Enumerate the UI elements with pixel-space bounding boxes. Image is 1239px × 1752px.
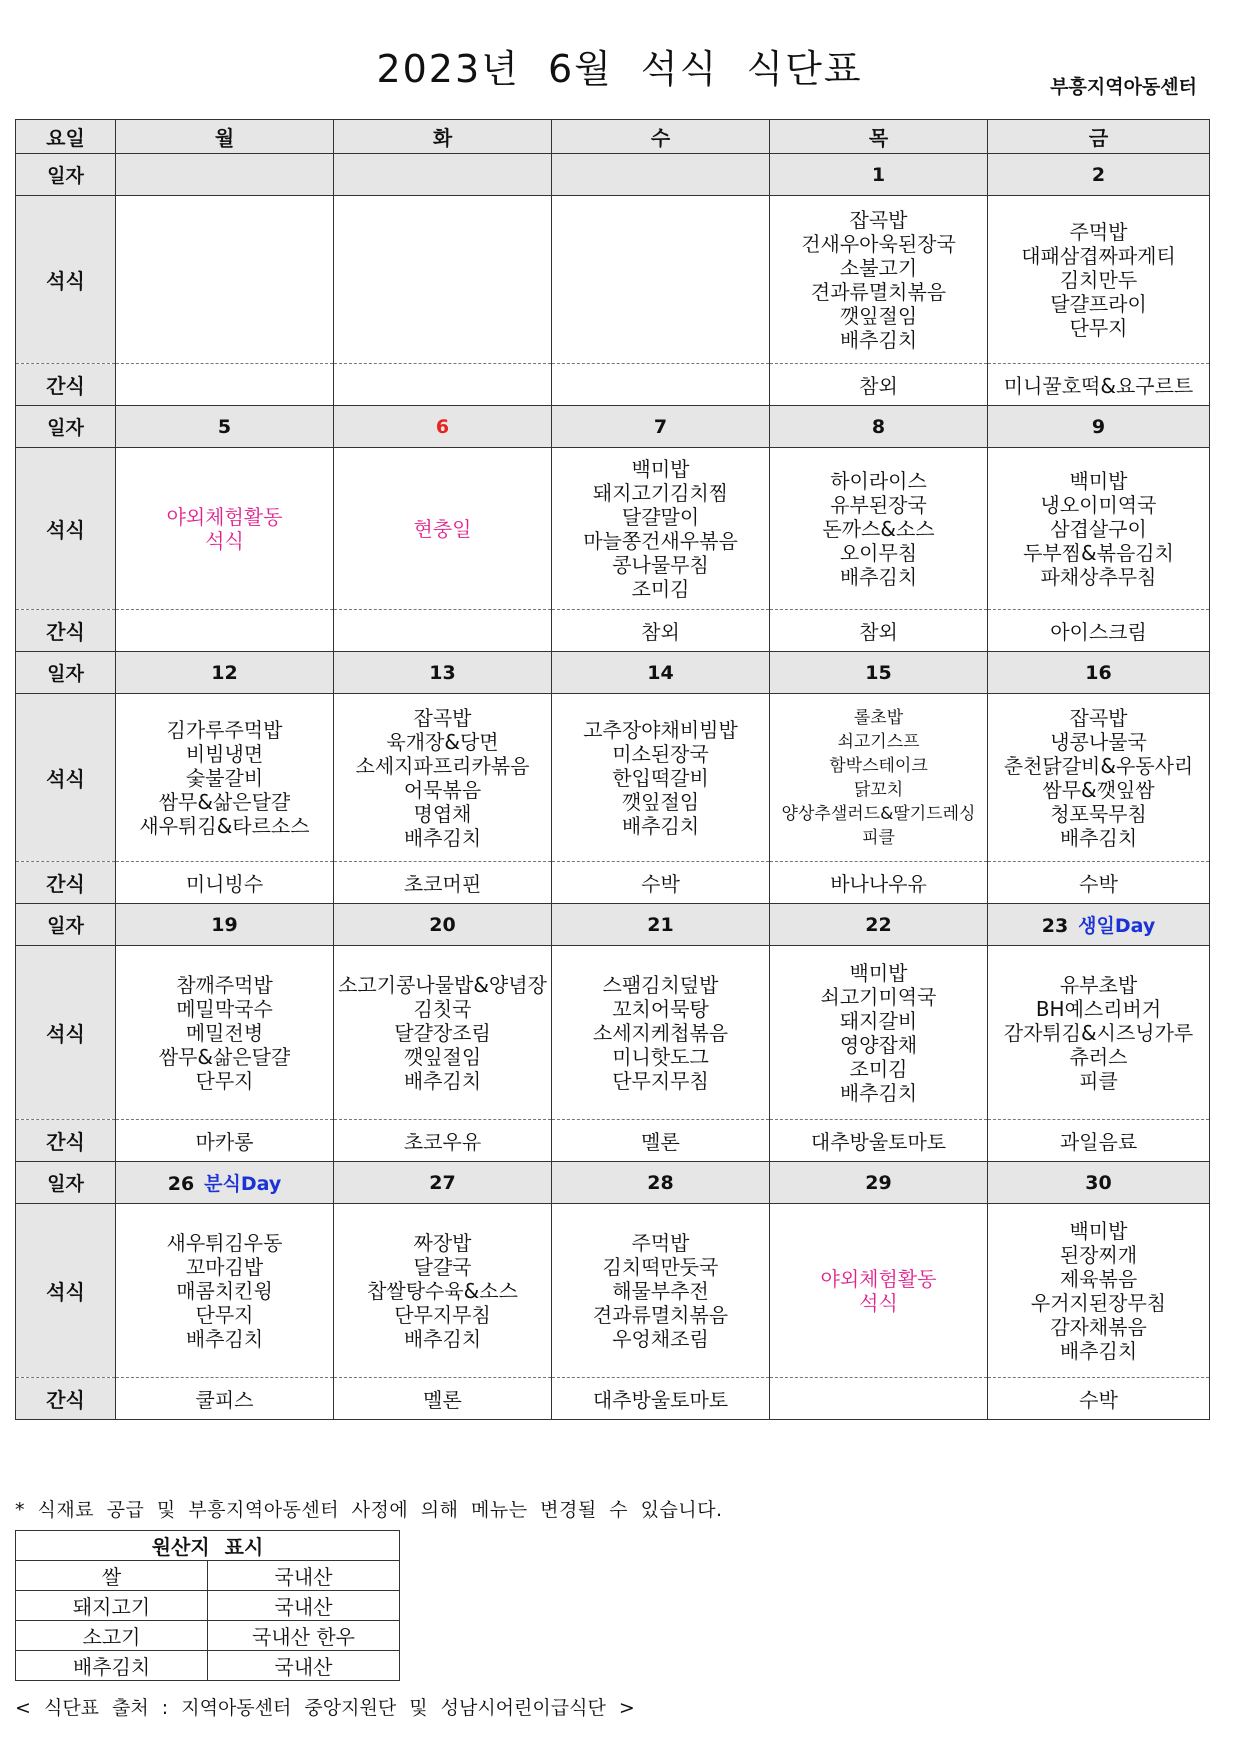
snack-cell-fri: 아이스크림 [988,610,1210,652]
origin-row [16,1561,400,1591]
snack-cell-wed: 멜론 [552,1120,770,1162]
dinner-cell-thu [770,448,988,610]
origin-place: 국내산 [208,1591,400,1621]
dinner-cell-tue [334,196,552,364]
dinner-cell-wed [552,1204,770,1378]
dinner-cell-tue [334,694,552,862]
dinner-menu: 새우튀김우동 꼬마김밥 매콤치킨윙 단무지 배추김치 [166,1230,283,1351]
snack-cell-mon: 쿨피스 [116,1378,334,1420]
dinner-row [16,694,1210,862]
date-cell-wed [552,904,770,946]
snack-row-label: 간식 [16,364,116,406]
snack-cell-fri: 과일음료 [988,1120,1210,1162]
date-cell-tue [334,904,552,946]
snack-row [16,1378,1210,1420]
date-number: 23 [1041,915,1069,937]
dinner-cell-mon [116,196,334,364]
date-cell-thu [770,652,988,694]
date-event-tag: 분식Day [204,1173,282,1195]
origin-table-body [16,1531,400,1681]
dinner-row [16,1204,1210,1378]
date-cell-fri [988,406,1210,448]
menu-source: < 식단표 출처 : 지역아동센터 중앙지원단 및 성남시어린이급식단 > [15,1697,635,1719]
snack-row-label: 간식 [16,1378,116,1420]
date-cell-tue [334,1162,552,1204]
date-number: 26 [167,1173,195,1195]
snack-cell-wed [552,364,770,406]
dinner-menu: 백미밥 쇠고기미역국 돼지갈비 영양잡채 조미김 배추김치 [820,960,937,1105]
date-cell-tue [334,652,552,694]
origin-row [16,1591,400,1621]
menu-change-notice: * 식재료 공급 및 부흥지역아동센터 사정에 의해 메뉴는 변경될 수 있습니다. [15,1499,723,1521]
date-number: 16 [1085,661,1112,684]
dinner-cell-fri [988,946,1210,1120]
origin-place: 국내산 [208,1651,400,1681]
dinner-menu: 백미밥 냉오이미역국 삼겹살구이 두부찜&볶음김치 파채상추무침 [1023,468,1174,589]
dinner-cell-wed [552,448,770,610]
weekday-header-mon: 월 [116,120,334,154]
dinner-cell-tue [334,448,552,610]
origin-title: 원산지 표시 [16,1531,400,1561]
snack-cell-wed: 대추방울토마토 [552,1378,770,1420]
dinner-cell-thu [770,1204,988,1378]
date-row [16,154,1210,196]
date-cell-fri [988,652,1210,694]
origin-header-row [16,1531,400,1561]
dinner-menu: 현충일 [413,516,472,541]
dinner-cell-thu [770,946,988,1120]
date-number: 13 [429,661,456,684]
date-number: 21 [647,913,674,936]
dinner-row-label: 석식 [16,946,116,1120]
date-cell-mon [116,904,334,946]
date-cell-mon [116,406,334,448]
snack-cell-fri: 미니꿀호떡&요구르트 [988,364,1210,406]
dinner-menu: 롤초밥 쇠고기스프 함박스테이크 닭꼬치 양상추샐러드&딸기드레싱 피클 [781,707,976,848]
date-number: 1 [871,163,886,186]
weekday-header-label: 요일 [16,120,116,154]
date-number: 12 [211,661,238,684]
snack-cell-tue [334,610,552,652]
date-row [16,406,1210,448]
page-title: 2023년 6월 석식 식단표 [376,47,863,91]
date-cell-thu [770,1162,988,1204]
date-number: 22 [865,913,892,936]
dinner-cell-wed [552,196,770,364]
dinner-menu: 잡곡밥 냉콩나물국 춘천닭갈비&우동사리 쌈무&깻잎쌈 청포묵무침 배추김치 [1003,705,1194,850]
snack-cell-fri: 수박 [988,862,1210,904]
dinner-menu: 주먹밥 김치떡만둣국 해물부추전 견과류멸치볶음 우엉채조림 [592,1230,729,1351]
dinner-cell-fri [988,694,1210,862]
menu-table [15,119,1210,1420]
date-cell-thu [770,904,988,946]
date-row-label: 일자 [16,154,116,196]
center-name: 부흥지역아동센터 [1050,76,1197,98]
origin-place: 국내산 [208,1561,400,1591]
date-row-label: 일자 [16,406,116,448]
snack-row-label: 간식 [16,862,116,904]
date-row-label: 일자 [16,904,116,946]
snack-row-label: 간식 [16,610,116,652]
dinner-row-label: 석식 [16,1204,116,1378]
dinner-cell-mon [116,1204,334,1378]
date-number: 5 [217,415,232,438]
dinner-menu: 야외체험활동 석식 [820,1266,937,1315]
date-number: 27 [429,1171,456,1194]
snack-cell-wed: 참외 [552,610,770,652]
origin-item: 소고기 [16,1621,208,1651]
date-cell-thu [770,154,988,196]
snack-cell-wed: 수박 [552,862,770,904]
dinner-cell-fri [988,448,1210,610]
dinner-cell-fri [988,1204,1210,1378]
date-cell-fri [988,904,1210,946]
date-row [16,904,1210,946]
date-number: 7 [653,415,668,438]
date-cell-mon [116,652,334,694]
origin-row [16,1621,400,1651]
date-number: 19 [211,913,238,936]
dinner-row-label: 석식 [16,694,116,862]
dinner-row-label: 석식 [16,196,116,364]
date-cell-fri [988,1162,1210,1204]
origin-row [16,1651,400,1681]
dinner-cell-thu [770,694,988,862]
date-cell-wed [552,1162,770,1204]
date-row [16,652,1210,694]
date-number: 30 [1085,1171,1112,1194]
dinner-menu: 고추장야채비빔밥 미소된장국 한입떡갈비 깻잎절임 배추김치 [583,717,738,838]
date-number: 29 [865,1171,892,1194]
date-number: 28 [647,1171,674,1194]
snack-cell-mon: 마카롱 [116,1120,334,1162]
snack-cell-thu [770,1378,988,1420]
menu-table-body [16,120,1210,1420]
dinner-cell-thu [770,196,988,364]
snack-cell-mon: 미니빙수 [116,862,334,904]
dinner-cell-wed [552,694,770,862]
snack-cell-thu: 참외 [770,610,988,652]
date-cell-tue [334,154,552,196]
dinner-menu: 소고기콩나물밥&양념장 김칫국 달걀장조림 깻잎절임 배추김치 [338,972,547,1093]
weekday-header-thu: 목 [770,120,988,154]
origin-table [15,1530,400,1681]
date-number: 14 [647,661,674,684]
origin-item: 돼지고기 [16,1591,208,1621]
snack-cell-tue: 초코우유 [334,1120,552,1162]
dinner-menu: 주먹밥 대패삼겹짜파게티 김치만두 달걀프라이 단무지 [1021,219,1176,340]
date-row-label: 일자 [16,652,116,694]
date-number: 15 [865,661,892,684]
snack-row [16,610,1210,652]
weekday-header-fri: 금 [988,120,1210,154]
dinner-menu: 스팸김치덮밥 꼬치어묵탕 소세지케첩볶음 미니핫도그 단무지무침 [592,972,729,1093]
snack-cell-mon [116,610,334,652]
snack-cell-fri: 수박 [988,1378,1210,1420]
origin-place: 국내산 한우 [208,1621,400,1651]
dinner-row [16,196,1210,364]
snack-row [16,862,1210,904]
snack-cell-thu: 대추방울토마토 [770,1120,988,1162]
snack-cell-tue [334,364,552,406]
date-cell-wed [552,154,770,196]
date-number: 2 [1091,163,1106,186]
snack-cell-thu: 바나나우유 [770,862,988,904]
origin-item: 배추김치 [16,1651,208,1681]
origin-item: 쌀 [16,1561,208,1591]
dinner-menu: 김가루주먹밥 비빔냉면 숯불갈비 쌈무&삶은달걀 새우튀김&타르소스 [139,717,310,838]
dinner-menu: 백미밥 돼지고기김치찜 달걀말이 마늘쫑건새우볶음 콩나물무침 조미김 [583,456,738,601]
snack-cell-mon [116,364,334,406]
snack-cell-tue: 멜론 [334,1378,552,1420]
date-cell-wed [552,652,770,694]
dinner-cell-mon [116,946,334,1120]
snack-row [16,364,1210,406]
date-number: 8 [871,415,886,438]
dinner-cell-fri [988,196,1210,364]
dinner-row-label: 석식 [16,448,116,610]
dinner-cell-wed [552,946,770,1120]
dinner-cell-mon [116,694,334,862]
date-cell-mon [116,1162,334,1204]
snack-cell-thu: 참외 [770,364,988,406]
dinner-row [16,448,1210,610]
date-cell-wed [552,406,770,448]
dinner-menu: 잡곡밥 건새우아욱된장국 소불고기 견과류멸치볶음 깻잎절임 배추김치 [801,207,956,352]
snack-cell-tue: 초코머핀 [334,862,552,904]
snack-row [16,1120,1210,1162]
dinner-cell-mon [116,448,334,610]
dinner-menu: 참깨주먹밥 메밀막국수 메밀전병 쌈무&삶은달걀 단무지 [158,972,291,1093]
date-number: 6 [435,415,450,438]
weekday-header-row [16,120,1210,154]
dinner-menu: 짜장밥 달걀국 찹쌀탕수육&소스 단무지무침 배추김치 [367,1230,518,1351]
date-number: 20 [429,913,456,936]
dinner-cell-tue [334,1204,552,1378]
dinner-menu: 유부초밥 BH예스리버거 감자튀김&시즈닝가루 츄러스 피클 [1003,972,1194,1093]
dinner-menu: 잡곡밥 육개장&당면 소세지파프리카볶음 어묵볶음 명엽채 배추김치 [355,705,530,850]
date-cell-fri [988,154,1210,196]
dinner-menu: 백미밥 된장찌개 제육볶음 우거지된장무침 감자채볶음 배추김치 [1030,1218,1167,1363]
date-row-label: 일자 [16,1162,116,1204]
date-number: 9 [1091,415,1106,438]
weekday-header-tue: 화 [334,120,552,154]
dinner-row [16,946,1210,1120]
date-cell-mon [116,154,334,196]
snack-row-label: 간식 [16,1120,116,1162]
dinner-menu: 하이라이스 유부된장국 돈까스&소스 오이무침 배추김치 [822,468,935,589]
date-cell-tue [334,406,552,448]
date-cell-thu [770,406,988,448]
dinner-menu: 야외체험활동 석식 [166,504,283,553]
dinner-cell-tue [334,946,552,1120]
date-event-tag: 생일Day [1078,915,1156,937]
weekday-header-wed: 수 [552,120,770,154]
date-row [16,1162,1210,1204]
